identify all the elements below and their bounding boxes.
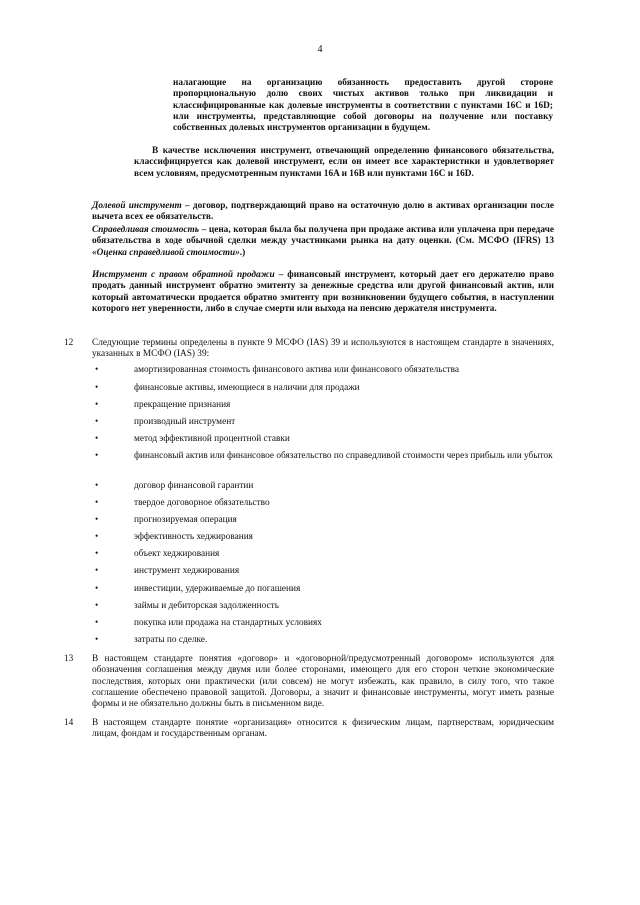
bullet: • (95, 383, 99, 393)
definition-puttable-text: – финансовый инструмент, который дает его держателю право продать данный инструмент обратно эмитенту за денежные средства или другой финансовый актив, или который автоматически продается обратно эмитенту при возникновении будущего события, в наступлении которого нет уверенности, либо в случае смерти или выхода на пенсию держателя инструмента. (92, 270, 554, 314)
list-item: твердое договорное обязательство (134, 498, 270, 508)
definition-equity-text: – договор, подтверждающий право на остаточную долю в активах организации после вычета всех ее обязательств. (92, 201, 555, 223)
list-item: амортизированная стоимость финансового актива или финансового обязательства (134, 365, 460, 375)
paragraph-13: В настоящем стандарте понятия «договор» и «договорной/предусмотренный договором» используются для обозначения соглашения между двумя или более сторонами, имеющего для его сторон четкие экономические последствия, которых они практически (или совсем) не могут избежать, как правило, в силу того, что такое соглашение обеспечено правовой защитой. Договоры, а значит и финансовые инструменты, могут иметь разные формы и не обязательно должны быть в письменном виде. (92, 654, 554, 710)
bullet: • (95, 400, 99, 410)
bullet: • (95, 635, 99, 645)
definition-fair-value-tail: .) (239, 247, 246, 258)
bullet: • (95, 549, 99, 559)
bullet: • (95, 566, 99, 576)
bullet: • (95, 481, 99, 491)
exception-paragraph: В качестве исключения инструмент, отвечающий определению финансового обязательства, классифицируется как долевой инструмент, если он имеет все характеристики и удовлетворяет всем условиям, предусмотренным пунктами 16A и 16B или пунктами 16C и 16D. (134, 146, 554, 179)
list-item: договор финансовой гарантии (134, 481, 254, 491)
bullet: • (95, 532, 99, 542)
list-item: метод эффективной процентной ставки (134, 434, 290, 444)
definition-equity-instrument (92, 201, 554, 224)
bullet: • (95, 515, 99, 525)
bullet: • (95, 434, 99, 444)
paragraph-14: В настоящем стандарте понятие «организация» относится к физическим лицам, партнерствам, юридическим лицам, фондам и государственным органам. (92, 718, 554, 740)
definition-continuation: налагающие на организацию обязанность предоставить другой стороне пропорциональную долю своих чистых активов только при ликвидации и классифицированные как долевые инструменты в соответствии с пунктами 16C и 16D; или инструменты, представляющие собой договоры на получение или поставку собственных долевых инструментов организации в будущем. (173, 78, 553, 134)
list-item: покупка или продажа на стандартных условиях (134, 618, 322, 628)
paragraph-number-12: 12 (64, 338, 74, 348)
paragraph-12-intro: Следующие термины определены в пункте 9 МСФО (IAS) 39 и используются в настоящем стандарте в значениях, указанных в МСФО (IAS) 39: (92, 338, 554, 360)
paragraph-number-14: 14 (64, 718, 74, 728)
list-item: прекращение признания (134, 400, 231, 410)
term-equity-instrument: Долевой инструмент (92, 201, 182, 211)
term-puttable-instrument: Инструмент с правом обратной продажи (92, 270, 275, 280)
list-item: производный инструмент (134, 417, 236, 427)
list-item: прогнозируемая операция (134, 515, 237, 525)
list-item: финансовые активы, имеющиеся в наличии для продажи (134, 383, 360, 393)
definition-fair-value (92, 225, 554, 259)
term-fair-value: Справедливая стоимость (92, 225, 199, 235)
ifrs13-reference: «Оценка справедливой стоимости» (92, 247, 240, 258)
bullet: • (95, 498, 99, 508)
list-item: инвестиции, удерживаемые до погашения (134, 584, 301, 594)
bullet: • (95, 417, 99, 427)
list-item: инструмент хеджирования (134, 566, 240, 576)
list-item: займы и дебиторская задолженность (134, 601, 279, 611)
list-item: объект хеджирования (134, 549, 220, 559)
page-number: 4 (317, 44, 323, 55)
bullet: • (95, 601, 99, 611)
definition-fair-value-text: – цена, которая была бы получена при продаже актива или уплачена при передаче обязательства в ходе обычной сделки между участниками рынка на дату оценки. (См. МСФО (IFRS) 13 (92, 225, 555, 247)
list-item: затраты по сделке. (134, 635, 208, 645)
bullet: • (95, 584, 99, 594)
bullet: • (95, 618, 99, 628)
definition-puttable-instrument (92, 270, 554, 315)
paragraph-number-13: 13 (64, 654, 74, 664)
list-item: эффективность хеджирования (134, 532, 253, 542)
list-item: финансовый актив или финансовое обязательство по справедливой стоимости через прибыль или убыток (134, 451, 553, 461)
bullet: • (95, 451, 99, 461)
bullet: • (95, 365, 99, 375)
